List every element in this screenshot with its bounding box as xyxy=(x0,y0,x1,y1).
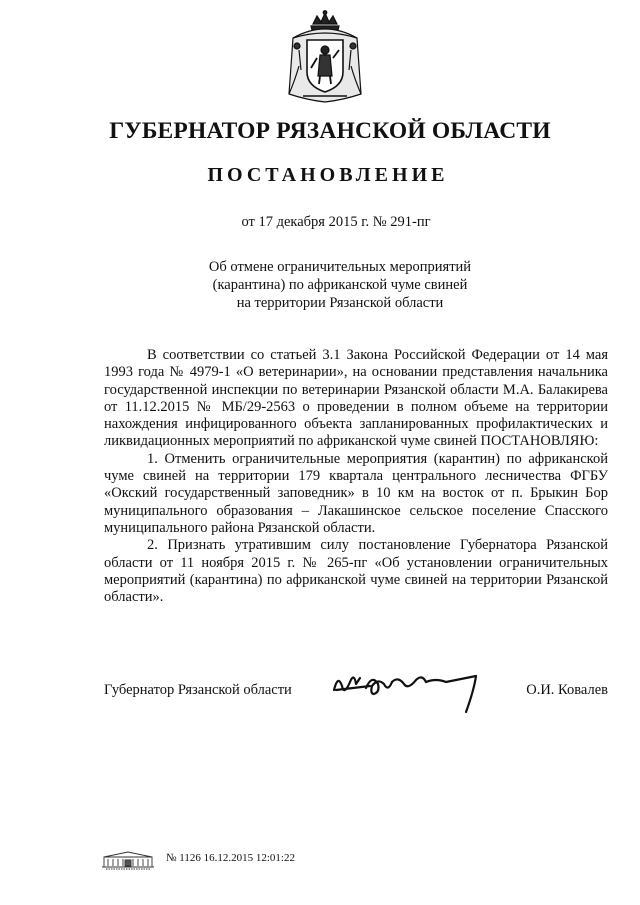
signer-name: О.И. Ковалев xyxy=(526,682,608,698)
preamble-paragraph: В соответствии со статьей 3.1 Закона Российской Федерации от 14 мая 1993 года № 4979-1 «О ветеринарии», на основании представления начальника государственной инспекции по ветеринарии Рязанской области М.А. Балакирева от 11.12.2015 № МБ/29-2563 о проведении в полном объеме на территории нахождения инфицированного объекта запланированных профилактических и ликвидационных мероприятий по африканской чуме свиней ПОСТАНОВЛЯЮ: xyxy=(104,347,608,450)
coat-of-arms-emblem xyxy=(283,10,367,106)
registration-number: № 1126 16.12.2015 12:01:22 xyxy=(166,852,295,864)
resolution-item-1: 1. Отменить ограничительные мероприятия (карантин) по африканской чуме свиней на территории 179 квартала центрального лесничества ФГБУ «Окский государственный заповедник» в 10 км на восток от п. Брыкин Бор муниципального образования – Лакашинское сельское поселение Спасского муниципального района Рязанской области. xyxy=(104,450,608,536)
title-line: (карантина) по африканской чуме свиней xyxy=(212,277,468,293)
document-body xyxy=(104,347,608,606)
handwritten-signature xyxy=(326,656,486,716)
title-line: Об отмене ограничительных мероприятий xyxy=(208,259,472,275)
document-type: ПОСТАНОВЛЕНИЕ xyxy=(207,164,449,186)
title-line: на территории Рязанской области xyxy=(236,295,444,311)
issuing-authority: ГУБЕРНАТОР РЯЗАНСКОЙ ОБЛАСТИ xyxy=(109,118,551,144)
signer-title: Губернатор Рязанской области xyxy=(104,682,292,698)
document-date-number: от 17 декабря 2015 г. № 291-пг xyxy=(241,214,431,230)
resolution-item-2: 2. Признать утратившим силу постановление Губернатора Рязанской области от 11 ноября 2015 г. № 265-пг «Об установлении ограничительных мероприятий (карантина) по африканской чуме свиней на территории Рязанской области». xyxy=(104,537,608,606)
building-stamp-icon xyxy=(100,849,156,871)
document-title xyxy=(190,258,490,312)
